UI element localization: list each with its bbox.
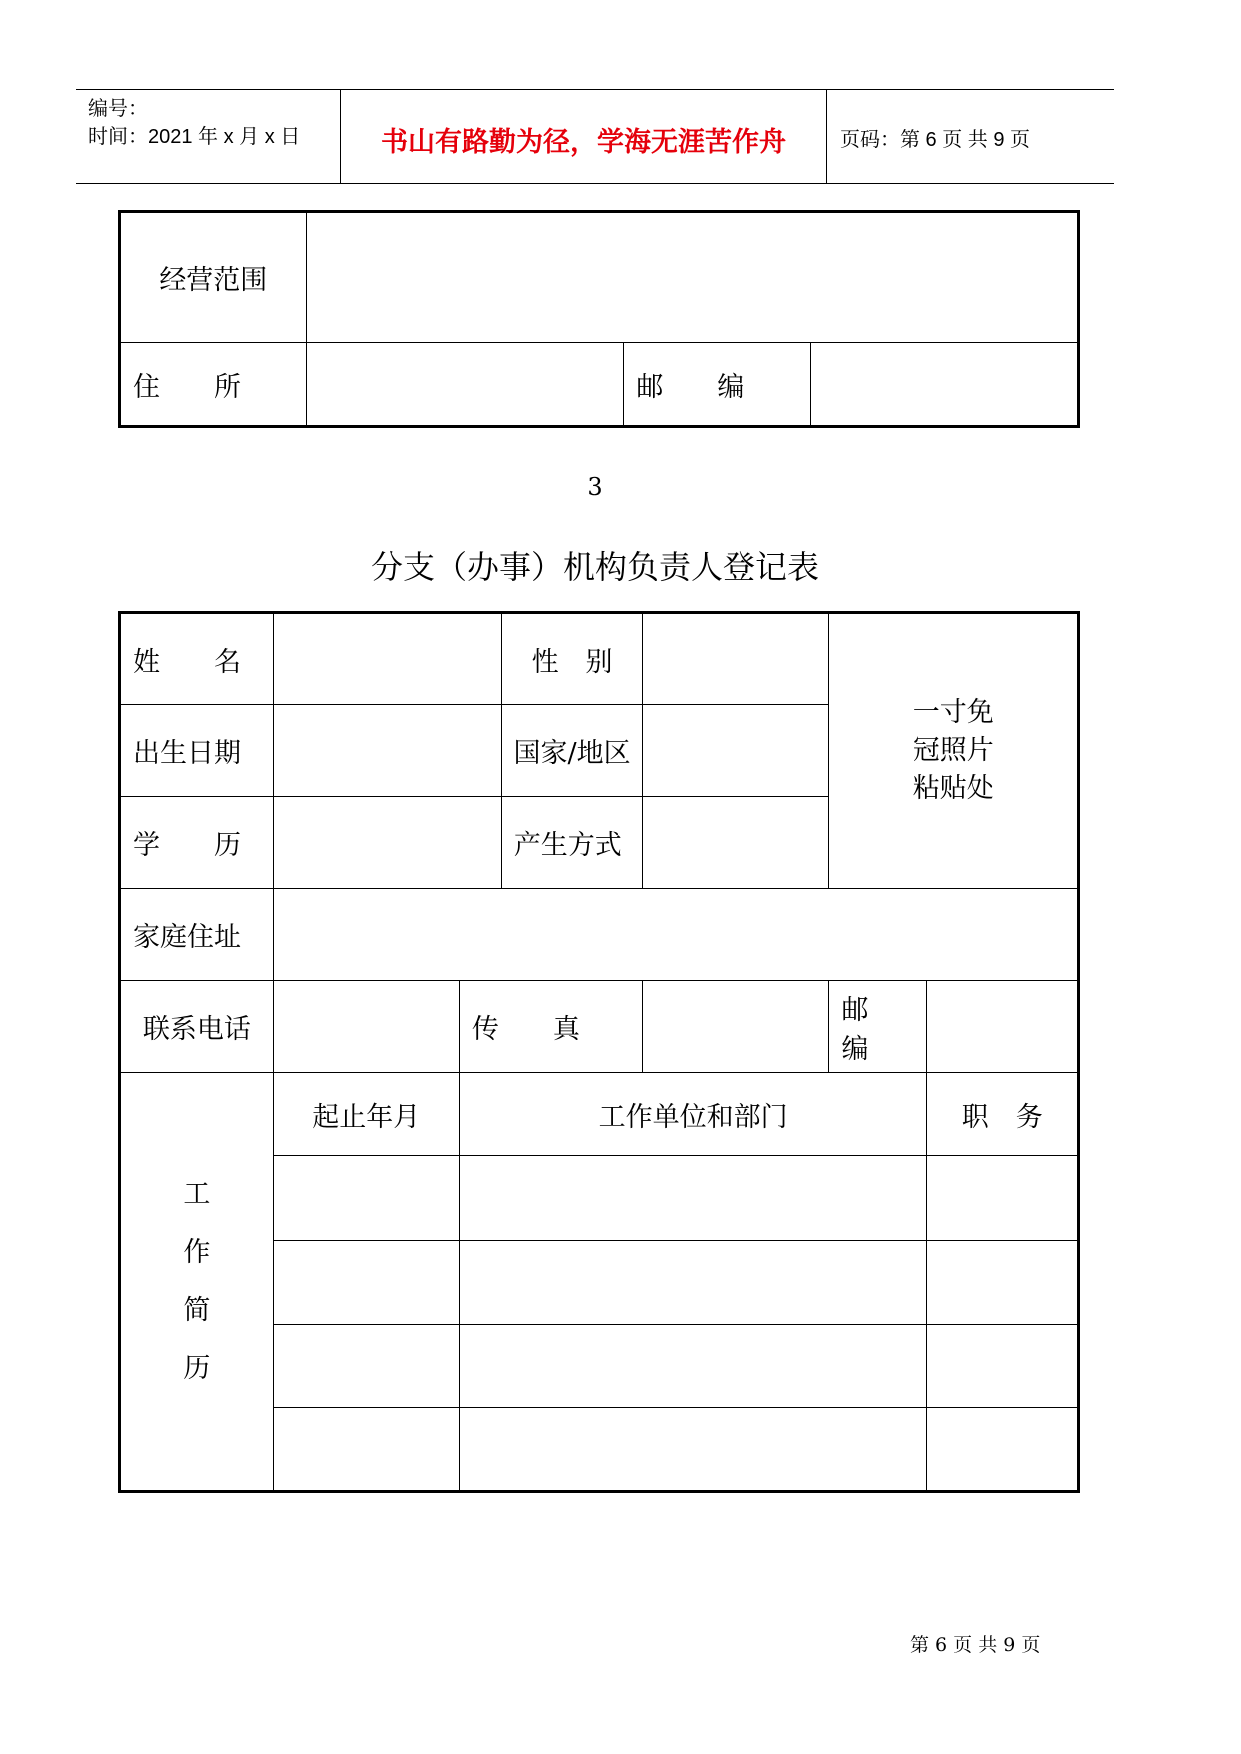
phone-field[interactable] — [273, 981, 459, 1073]
work-resume-label — [120, 1073, 274, 1492]
photo-label-line: 冠照片 — [912, 735, 994, 766]
resume-unit-field[interactable] — [459, 1241, 927, 1325]
resume-unit-field[interactable] — [459, 1408, 927, 1492]
photo-placeholder — [829, 613, 1079, 889]
home-address-field[interactable] — [273, 889, 1078, 981]
home-address-label: 家庭住址 — [120, 889, 274, 981]
gender-label: 性 别 — [501, 613, 643, 705]
business-scope-field[interactable] — [306, 212, 1078, 343]
resume-unit-field[interactable] — [459, 1325, 927, 1408]
resume-position-field[interactable] — [927, 1408, 1079, 1492]
photo-label-line: 粘贴处 — [912, 773, 994, 804]
address-field[interactable] — [306, 343, 624, 427]
resume-position-field[interactable] — [927, 1156, 1079, 1241]
fax-label: 传 真 — [459, 981, 643, 1073]
document-number-label: 编号： — [88, 98, 148, 120]
branch-head-registration-table — [118, 611, 1080, 1493]
resume-position-field[interactable] — [927, 1325, 1079, 1408]
business-info-table — [118, 210, 1080, 428]
postcode-label: 邮 编 — [624, 343, 811, 427]
resume-period-field[interactable] — [273, 1408, 459, 1492]
address-label: 住 所 — [120, 343, 307, 427]
postcode-field[interactable] — [811, 343, 1079, 427]
work-resume-char: 作 — [183, 1236, 211, 1268]
header-divider — [826, 90, 827, 184]
birth-date-label: 出生日期 — [120, 705, 274, 797]
period-column-header: 起止年月 — [273, 1073, 459, 1156]
name-field[interactable] — [273, 613, 501, 705]
education-label: 学 历 — [120, 797, 274, 889]
country-field[interactable] — [643, 705, 829, 797]
resume-period-field[interactable] — [273, 1241, 459, 1325]
contact-postcode-label: 邮 编 — [829, 981, 927, 1073]
header-page-label: 页码：第 6 页 共 9 页 — [840, 129, 1031, 151]
resume-period-field[interactable] — [273, 1325, 459, 1408]
gender-field[interactable] — [643, 613, 829, 705]
work-resume-char: 简 — [183, 1294, 211, 1326]
resume-unit-field[interactable] — [459, 1156, 927, 1241]
contact-postcode-field[interactable] — [927, 981, 1079, 1073]
name-label: 姓 名 — [120, 613, 274, 705]
document-time-label: 时间：2021 年 x 月 x 日 — [88, 126, 301, 148]
resume-position-field[interactable] — [927, 1241, 1079, 1325]
phone-label: 联系电话 — [120, 981, 274, 1073]
header-top-rule — [76, 89, 1114, 90]
section-number: 3 — [587, 473, 603, 501]
page-footer: 第 6 页 共 9 页 — [910, 1634, 1041, 1656]
photo-label-line: 一寸免 — [912, 697, 994, 728]
page-title: 分支（办事）机构负责人登记表 — [370, 548, 819, 586]
position-column-header: 职 务 — [927, 1073, 1079, 1156]
header-motto: 书山有路勤为径，学海无涯苦作舟 — [381, 127, 786, 158]
work-resume-char: 历 — [183, 1352, 211, 1384]
header-bottom-rule — [76, 183, 1114, 184]
work-resume-char: 工 — [183, 1178, 211, 1210]
birth-date-field[interactable] — [273, 705, 501, 797]
business-scope-label: 经营范围 — [120, 212, 307, 343]
fax-field[interactable] — [643, 981, 829, 1073]
education-field[interactable] — [273, 797, 501, 889]
selection-method-field[interactable] — [643, 797, 829, 889]
work-unit-column-header: 工作单位和部门 — [459, 1073, 927, 1156]
country-label: 国家/地区 — [501, 705, 643, 797]
resume-period-field[interactable] — [273, 1156, 459, 1241]
selection-method-label: 产生方式 — [501, 797, 643, 889]
